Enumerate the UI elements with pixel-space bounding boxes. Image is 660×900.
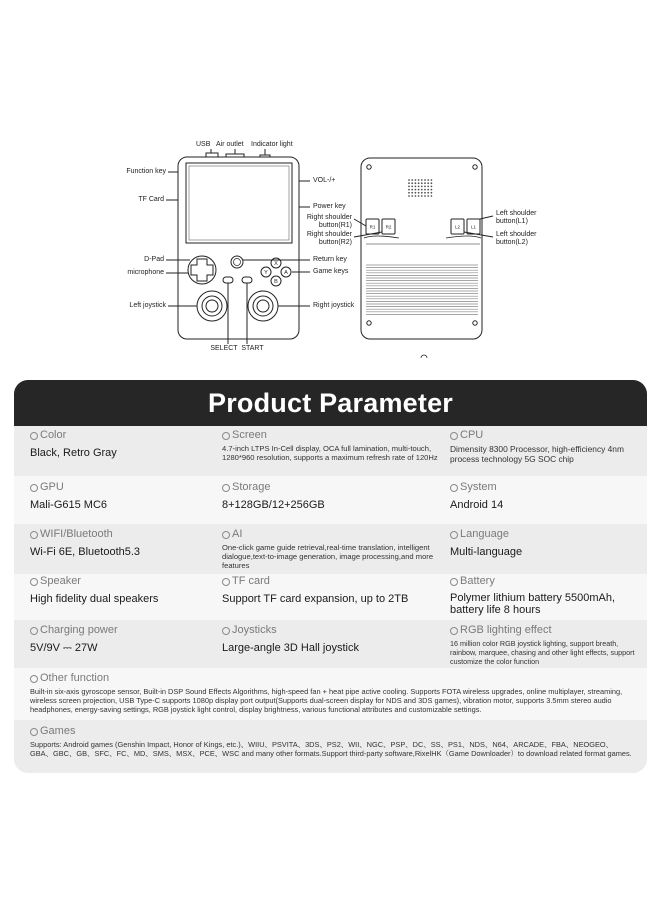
circle-icon (30, 728, 38, 736)
param-title: GPU (40, 481, 64, 493)
param-title: WIFI/Bluetooth (40, 528, 113, 540)
param-value: Support TF card expansion, up to 2TB (222, 593, 409, 605)
param-title: Language (460, 528, 509, 540)
grill-dot (431, 189, 433, 191)
grill-dot (424, 195, 426, 197)
air-outlet (226, 154, 244, 157)
l2-letter: L2 (454, 224, 461, 230)
param-title: TF card (232, 575, 270, 587)
grill-dot (415, 179, 417, 181)
circle-icon (450, 531, 458, 539)
label-left-shoulder-l1: Left shoulder button(L1) (496, 210, 537, 225)
param-charging-power (30, 624, 220, 654)
grill-dot (424, 182, 426, 184)
grill-dot (418, 189, 420, 191)
param-row (14, 620, 647, 668)
circle-icon (30, 675, 38, 683)
grill-dot (415, 182, 417, 184)
grill-dot (427, 186, 429, 188)
start-button (242, 277, 252, 283)
dpad-ring (188, 256, 216, 284)
param-color (30, 429, 220, 459)
circle-icon (450, 578, 458, 586)
circle-icon (30, 432, 38, 440)
select-button (223, 277, 233, 283)
grill-dot (408, 179, 410, 181)
label-left-joystick: Left joystick (129, 302, 166, 309)
circle-icon (222, 531, 230, 539)
grill-dot (431, 179, 433, 181)
grill-dot (431, 186, 433, 188)
r2-letter: R2 (385, 224, 392, 230)
grill-dot (421, 186, 423, 188)
param-title: Battery (460, 575, 495, 587)
param-gpu (30, 481, 220, 511)
y-button-letter: Y (264, 270, 268, 276)
label-power-key: Power key (313, 203, 346, 210)
x-button-letter: X (274, 261, 278, 267)
grill-dot (427, 179, 429, 181)
grill-dot (408, 189, 410, 191)
grill-dot (418, 182, 420, 184)
param-value: 16 million color RGB joystick lighting, support breath, rainbow, marquee, chasing and other light effects, support customize the color function (450, 639, 635, 666)
grill-dot (431, 192, 433, 194)
grill-dot (411, 189, 413, 191)
grill-dot (424, 192, 426, 194)
circle-icon (450, 627, 458, 635)
grill-dot (411, 186, 413, 188)
param-value: 8+128GB/12+256GB (222, 499, 325, 511)
circle-icon (30, 484, 38, 492)
param-rgb-lighting (450, 624, 642, 666)
param-ai (222, 528, 446, 570)
param-value: Large-angle 3D Hall joystick (222, 642, 359, 654)
circle-icon (222, 627, 230, 635)
param-row (14, 476, 647, 524)
param-joysticks (222, 624, 446, 654)
usb-port (206, 153, 218, 157)
param-value: Dimensity 8300 Processor, high-efficiency 4nm process technology 5G SOC chip (450, 444, 624, 464)
circle-icon (450, 484, 458, 492)
grill-dot (411, 195, 413, 197)
grill-dot (418, 179, 420, 181)
param-cpu (450, 429, 642, 464)
circle-icon (222, 578, 230, 586)
screen-outline (186, 163, 292, 243)
grill-dot (408, 195, 410, 197)
label-game-keys: Game keys (313, 268, 349, 275)
label-right-shoulder-r2: Right shoulder button(R2) (306, 231, 352, 246)
grill-dot (421, 192, 423, 194)
param-title: Charging power (40, 624, 118, 636)
param-value: Built-in six-axis gyroscope sensor, Built-in DSP Sound Effects Algorithms, high-speed fan + heat pipe active cooling. Supports FOTA wireless upgrades, online multiplayer, streaming, wireless screen projection, USB Type-C supports 1080p display port output(Supports dual-screen display for NDS and 3DS games), vibration motor, supports 3.5mm stereo audio headphones, energy-saving settings, RGB joystick light control, display brightness, various functional attributes and customizable settings. (30, 687, 623, 715)
function-button (231, 256, 243, 268)
label-right-shoulder-r1: Right shoulder button(R1) (306, 214, 352, 229)
param-value: One-click game guide retrieval,real-time translation, intelligent dialogue,text-to-image generation, image processing,and more features (222, 543, 434, 570)
circle-icon (450, 432, 458, 440)
grill-dot (415, 195, 417, 197)
param-title: Games (40, 725, 76, 737)
param-value: Multi-language (450, 546, 523, 558)
grill-dot (421, 195, 423, 197)
grill-dot (424, 189, 426, 191)
circle-icon (30, 531, 38, 539)
label-vol: VOL-/+ (313, 177, 336, 184)
grill-dot (408, 182, 410, 184)
card-title: Product Parameter (208, 387, 453, 418)
dpad-cross (191, 259, 213, 281)
grill-dot (427, 192, 429, 194)
device-illustration (0, 0, 660, 370)
param-title: Other function (40, 672, 110, 684)
card-header (14, 380, 647, 426)
param-value: Supports: Android games (Genshin Impact, Honor of Kings, etc.)、WIIU、PSVITA、3DS、PS2、WII、NGC、PSP、DC、SS、PS1、NDS、N64、ARCADE、FBA、NEOGEO、GBA、GBC、GB、SFC、FC、MD、SMS、MSX、PCE、WSC and many other formats.Support third-party software,RixelHK（Game Downloader）to download related format games. (30, 740, 632, 759)
param-system (450, 481, 642, 511)
param-title: Storage (232, 481, 271, 493)
l1-letter: L1 (470, 224, 477, 230)
grill-dot (415, 189, 417, 191)
param-value: 5V/9V ⎓ 27W (30, 642, 98, 654)
circle-icon (222, 484, 230, 492)
vent-stripes (366, 265, 478, 314)
param-games (30, 725, 634, 758)
label-indicator-light: Indicator light (251, 141, 293, 148)
grill-dot (431, 195, 433, 197)
grill-dot (421, 182, 423, 184)
param-language (450, 528, 642, 558)
param-row (14, 426, 647, 476)
grill-dot (411, 182, 413, 184)
grill-dot (421, 179, 423, 181)
grill-dot (408, 186, 410, 188)
param-row (14, 720, 647, 773)
circle-icon (30, 627, 38, 635)
param-storage (222, 481, 446, 511)
grill-dot (411, 179, 413, 181)
product-parameter-card (14, 380, 647, 773)
circle-icon (222, 432, 230, 440)
grill-dot (415, 192, 417, 194)
param-title: AI (232, 528, 243, 540)
param-value: 4.7-inch LTPS In-Cell display, OCA full lamination, multi-touch, 1280*960 resolution, supports a maximum refresh rate of 120Hz (222, 444, 438, 462)
label-usb: USB (196, 141, 211, 148)
param-title: RGB lighting effect (460, 624, 552, 636)
param-value: Black, Retro Gray (30, 447, 117, 459)
grill-dot (427, 189, 429, 191)
param-title: CPU (460, 429, 484, 441)
param-value: Wi-Fi 6E, Bluetooth5.3 (30, 546, 141, 558)
grill-dot (424, 186, 426, 188)
param-other-function (30, 672, 634, 715)
param-battery (450, 575, 642, 616)
grill-dot (418, 186, 420, 188)
param-title: System (460, 481, 497, 493)
param-screen (222, 429, 446, 462)
param-row (14, 524, 647, 574)
front-body-outline (178, 157, 299, 339)
grill-dot (415, 186, 417, 188)
label-microphone: microphone (127, 269, 164, 276)
param-tf-card (222, 575, 446, 605)
label-air-outlet: Air outlet (216, 141, 244, 148)
circle-icon (30, 578, 38, 586)
param-value: Mali-G615 MC6 (30, 499, 108, 511)
param-row (14, 574, 647, 620)
param-speaker (30, 575, 220, 605)
param-wifi-bluetooth (30, 528, 220, 558)
b-button-letter: B (274, 279, 278, 285)
param-title: Screen (232, 429, 267, 441)
grill-dot (427, 182, 429, 184)
label-function-key: Function key (126, 168, 166, 175)
label-dpad: D-Pad (144, 256, 164, 263)
label-right-joystick: Right joystick (313, 302, 355, 309)
speaker-grill (408, 179, 432, 197)
a-button-letter: A (284, 270, 288, 276)
param-row (14, 668, 647, 720)
grill-dot (431, 182, 433, 184)
r1-letter: R1 (369, 224, 376, 230)
grill-dot (421, 189, 423, 191)
label-tf-card: TF Card (138, 196, 164, 203)
grill-dot (408, 192, 410, 194)
label-left-shoulder-l2: Left shoulder button(L2) (496, 231, 537, 246)
param-value: Polymer lithium battery 5500mAh, battery life 8 hours (450, 592, 616, 616)
grill-dot (411, 192, 413, 194)
param-title: Color (40, 429, 67, 441)
param-title: Speaker (40, 575, 81, 587)
grill-dot (427, 195, 429, 197)
param-title: Joysticks (232, 624, 277, 636)
grill-dot (418, 195, 420, 197)
grill-dot (418, 192, 420, 194)
grill-dot (424, 179, 426, 181)
indicator-light (260, 155, 270, 157)
device-diagram (0, 0, 660, 370)
label-select-start: SELECT START (210, 345, 264, 352)
label-return-key: Return key (313, 256, 347, 263)
param-value: Android 14 (450, 499, 504, 511)
param-value: High fidelity dual speakers (30, 593, 159, 605)
